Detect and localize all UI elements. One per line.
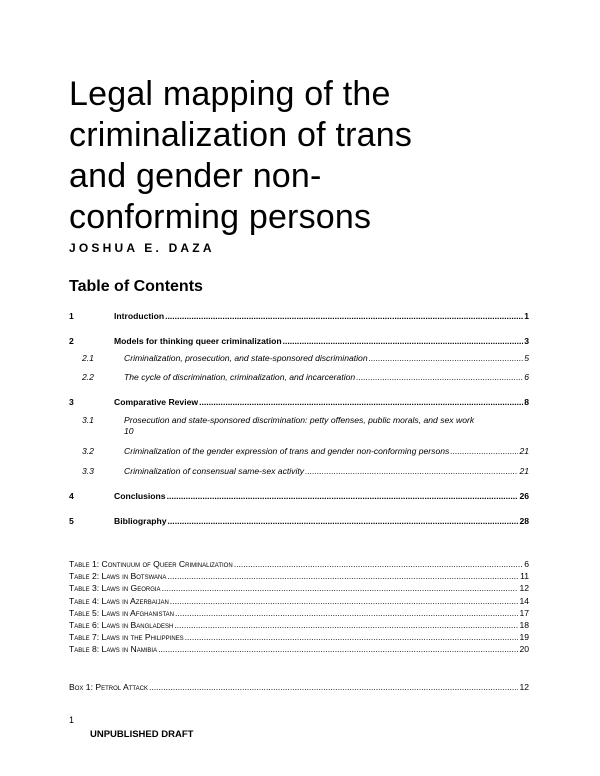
table-list-entry[interactable] xyxy=(69,596,529,606)
table-list-page: 6 xyxy=(524,559,529,569)
table-list-entry[interactable] xyxy=(69,559,529,569)
leader-dots xyxy=(167,491,519,502)
leader-dots xyxy=(356,372,523,383)
table-list-label: Table 5: Laws in Afghanistan xyxy=(69,608,175,618)
toc-label: Criminalization of consensual same-sex activity xyxy=(124,466,305,476)
toc-entry[interactable] xyxy=(82,415,529,437)
leader-dots xyxy=(175,608,518,618)
toc-label: The cycle of discrimination, criminalization, and incarceration xyxy=(124,372,356,382)
leader-dots xyxy=(149,682,518,692)
table-list-label: Table 7: Laws in the Philippines xyxy=(69,632,184,642)
toc-page: 26 xyxy=(519,491,529,501)
toc-number: 2.2 xyxy=(82,372,94,382)
box-list-label: Box 1: Petrol Attack xyxy=(69,682,148,692)
leader-dots xyxy=(283,336,524,347)
leader-dots xyxy=(170,596,519,606)
toc-entry[interactable] xyxy=(69,336,529,347)
box-list-entry[interactable] xyxy=(69,682,529,692)
toc-page: 3 xyxy=(524,336,529,346)
leader-dots xyxy=(185,632,519,642)
toc-entry[interactable] xyxy=(69,516,529,527)
toc-page: 1 xyxy=(524,311,529,321)
toc-page: 10 xyxy=(124,426,134,436)
table-list-page: 19 xyxy=(519,632,529,642)
toc-number: 4 xyxy=(69,491,74,501)
table-list-entry[interactable] xyxy=(69,644,529,654)
toc-entry[interactable] xyxy=(82,446,529,457)
leader-dots xyxy=(167,571,519,581)
leader-dots xyxy=(174,620,518,630)
toc-page: 21 xyxy=(519,446,529,456)
toc-number: 2.1 xyxy=(82,353,94,363)
table-list-entry[interactable] xyxy=(69,583,529,593)
leader-dots xyxy=(305,466,518,477)
page-number: 1 xyxy=(69,715,75,725)
leader-dots xyxy=(234,559,524,569)
toc-label: Criminalization of the gender expression of trans and gender non-conforming persons xyxy=(124,446,450,456)
toc-number: 3.2 xyxy=(82,446,94,456)
table-list-label: Table 8: Laws in Namibia xyxy=(69,644,158,654)
author-name: JOSHUA E. DAZA xyxy=(69,241,215,255)
leader-dots xyxy=(450,446,518,457)
toc-number: 1 xyxy=(69,311,74,321)
toc-entry[interactable] xyxy=(82,372,529,383)
leader-dots xyxy=(158,644,518,654)
toc-label: Conclusions xyxy=(114,491,166,501)
toc-number: 2 xyxy=(69,336,74,346)
box-list-page: 12 xyxy=(519,682,529,692)
table-list-label: Table 1: Continuum of Queer Criminalization xyxy=(69,559,233,569)
title-line: conforming persons xyxy=(69,198,372,236)
leader-dots xyxy=(162,583,519,593)
table-list-page: 11 xyxy=(520,571,529,581)
table-list-page: 12 xyxy=(519,583,529,593)
toc-entry[interactable] xyxy=(69,491,529,502)
leader-dots xyxy=(168,516,519,527)
table-list-page: 20 xyxy=(519,644,529,654)
table-list-page: 18 xyxy=(519,620,529,630)
toc-entry[interactable] xyxy=(82,466,529,477)
toc-page: 28 xyxy=(519,516,529,526)
toc-page: 8 xyxy=(524,397,529,407)
table-list-label: Table 3: Laws in Georgia xyxy=(69,583,161,593)
table-list-label: Table 6: Laws in Bangladesh xyxy=(69,620,174,630)
table-list-page: 14 xyxy=(519,596,529,606)
leader-dots xyxy=(165,311,523,322)
document-title xyxy=(69,74,549,238)
table-list-page: 17 xyxy=(519,608,529,618)
draft-label: UNPUBLISHED DRAFT xyxy=(90,729,194,740)
leader-dots xyxy=(199,397,523,408)
toc-entry[interactable] xyxy=(82,353,529,364)
toc-number: 3.1 xyxy=(82,415,94,425)
toc-entry[interactable] xyxy=(69,311,529,322)
toc-label: Models for thinking queer criminalization xyxy=(114,336,282,346)
table-list-entry[interactable] xyxy=(69,571,529,581)
toc-page: 5 xyxy=(524,353,529,363)
toc-label: Bibliography xyxy=(114,516,167,526)
toc-page: 21 xyxy=(519,466,529,476)
toc-label: Criminalization, prosecution, and state-sponsored discrimination xyxy=(124,353,368,363)
toc-number: 5 xyxy=(69,516,74,526)
toc-number: 3 xyxy=(69,397,74,407)
table-list-label: Table 2: Laws in Botswana xyxy=(69,571,167,581)
leader-dots xyxy=(369,353,524,364)
toc-entry[interactable] xyxy=(69,397,529,408)
title-line: Legal mapping of the xyxy=(69,75,391,113)
table-list-entry[interactable] xyxy=(69,620,529,630)
title-line: and gender non- xyxy=(69,157,322,195)
toc-label: Introduction xyxy=(114,311,165,321)
table-list-label: Table 4: Laws in Azerbaijan xyxy=(69,596,169,606)
table-list-entry[interactable] xyxy=(69,608,529,618)
toc-number: 3.3 xyxy=(82,466,94,476)
title-line: criminalization of trans xyxy=(69,116,413,154)
table-list-entry[interactable] xyxy=(69,632,529,642)
toc-label: Comparative Review xyxy=(114,397,199,407)
toc-page: 6 xyxy=(524,372,529,382)
toc-label: Prosecution and state-sponsored discrimination: petty offenses, public morals, and sex work xyxy=(124,415,475,425)
toc-heading: Table of Contents xyxy=(69,278,203,295)
